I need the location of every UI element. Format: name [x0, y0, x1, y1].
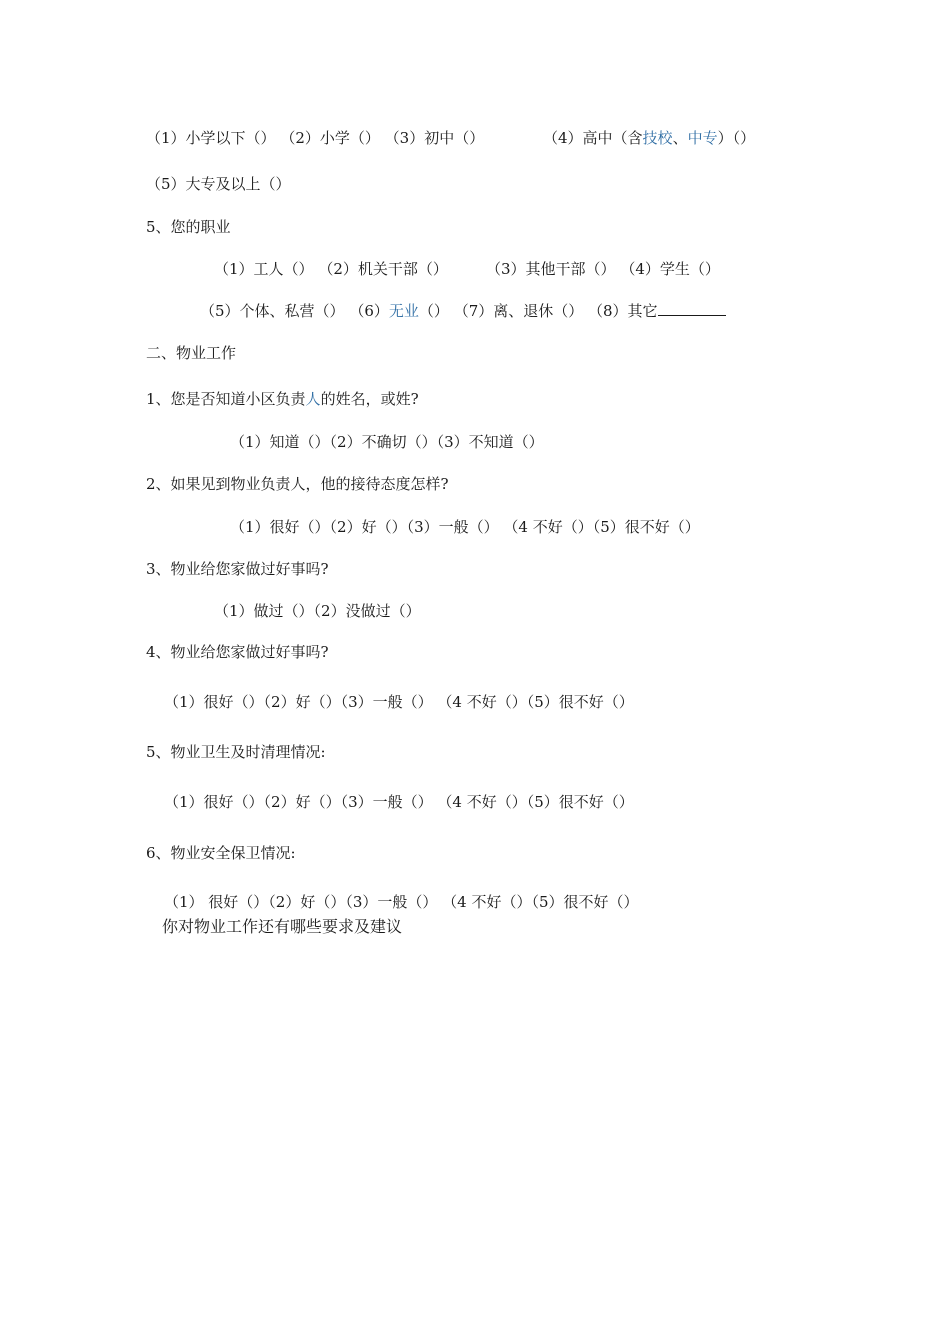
- occupation-option-3: （3）其他干部（）: [486, 260, 616, 278]
- question-3-options: （1）做过（）（2）没做过（）: [214, 602, 421, 620]
- closing-prompt: 你对物业工作还有哪些要求及建议: [162, 917, 403, 936]
- occupation-option-4: （4）学生（）: [620, 260, 720, 278]
- education-option-2: （2）小学（）: [280, 129, 380, 147]
- question-5-options: （1）很好（）（2）好（）（3）一般（） （4 不好（）（5）很不好（）: [164, 793, 634, 811]
- question-6-options: （1） 很好（）（2）好（）（3）一般（） （4 不好（）（5）很不好（）: [164, 893, 639, 911]
- question-3: 3、物业给您家做过好事吗?: [146, 560, 329, 578]
- education-option-1: （1）小学以下（）: [146, 129, 276, 147]
- link-ren[interactable]: 人: [305, 390, 321, 408]
- occupation-option-6: [349, 301, 449, 321]
- education-option-4: [543, 128, 755, 148]
- education-option-4-sep: 、: [672, 129, 688, 147]
- education-option-5: （5）大专及以上（）: [146, 175, 291, 193]
- section-heading: 二、物业工作: [146, 344, 237, 362]
- occupation-option-6-suffix: （）: [418, 302, 449, 320]
- question-1-options: （1）知道（）（2）不确切（）（3）不知道（）: [230, 433, 544, 451]
- occupation-option-6-prefix: （6）: [349, 302, 389, 320]
- education-options-row-1: [146, 128, 484, 148]
- link-wuye[interactable]: 无业: [388, 302, 419, 320]
- question-2: 2、如果见到物业负责人，他的接待态度怎样?: [146, 475, 449, 493]
- occupation-option-8-label: （8）其它: [588, 302, 658, 320]
- occupation-option-7: （7）离、退休（）: [453, 302, 584, 320]
- question-1: [146, 389, 419, 409]
- question-6: 6、物业安全保卫情况:: [146, 844, 296, 862]
- link-jixiao[interactable]: 技校: [642, 129, 673, 147]
- link-zhongzhuan[interactable]: 中专: [687, 129, 718, 147]
- question-4-options: （1）很好（）（2）好（）（3）一般（） （4 不好（）（5）很不好（）: [164, 693, 634, 711]
- occupation-option-5: （5）个体、私营（）: [200, 302, 345, 320]
- question-5: 5、物业卫生及时清理情况:: [146, 743, 326, 761]
- occupation-question: 5、您的职业: [146, 218, 231, 236]
- occupation-options-row-1: [214, 259, 448, 279]
- occupation-option-1: （1）工人（）: [214, 260, 314, 278]
- occupation-option-8: [588, 301, 726, 321]
- education-option-4-prefix: （4）高中（含: [543, 129, 643, 147]
- occupation-other-blank[interactable]: [658, 301, 726, 316]
- question-1-suffix: 的姓名，或姓?: [320, 390, 419, 408]
- question-4: 4、物业给您家做过好事吗?: [146, 643, 329, 661]
- occupation-option-2: （2）机关干部（）: [318, 260, 448, 278]
- education-option-4-suffix: ）（）: [717, 129, 756, 147]
- education-option-3: （3）初中（）: [384, 129, 485, 147]
- occupation-options-row-1b: [486, 259, 720, 279]
- occupation-options-row-2: [200, 301, 726, 321]
- question-1-prefix: 1、您是否知道小区负责: [146, 390, 306, 408]
- question-2-options: （1）很好（）（2）好（）（3）一般（） （4 不好（）（5）很不好（）: [230, 518, 700, 536]
